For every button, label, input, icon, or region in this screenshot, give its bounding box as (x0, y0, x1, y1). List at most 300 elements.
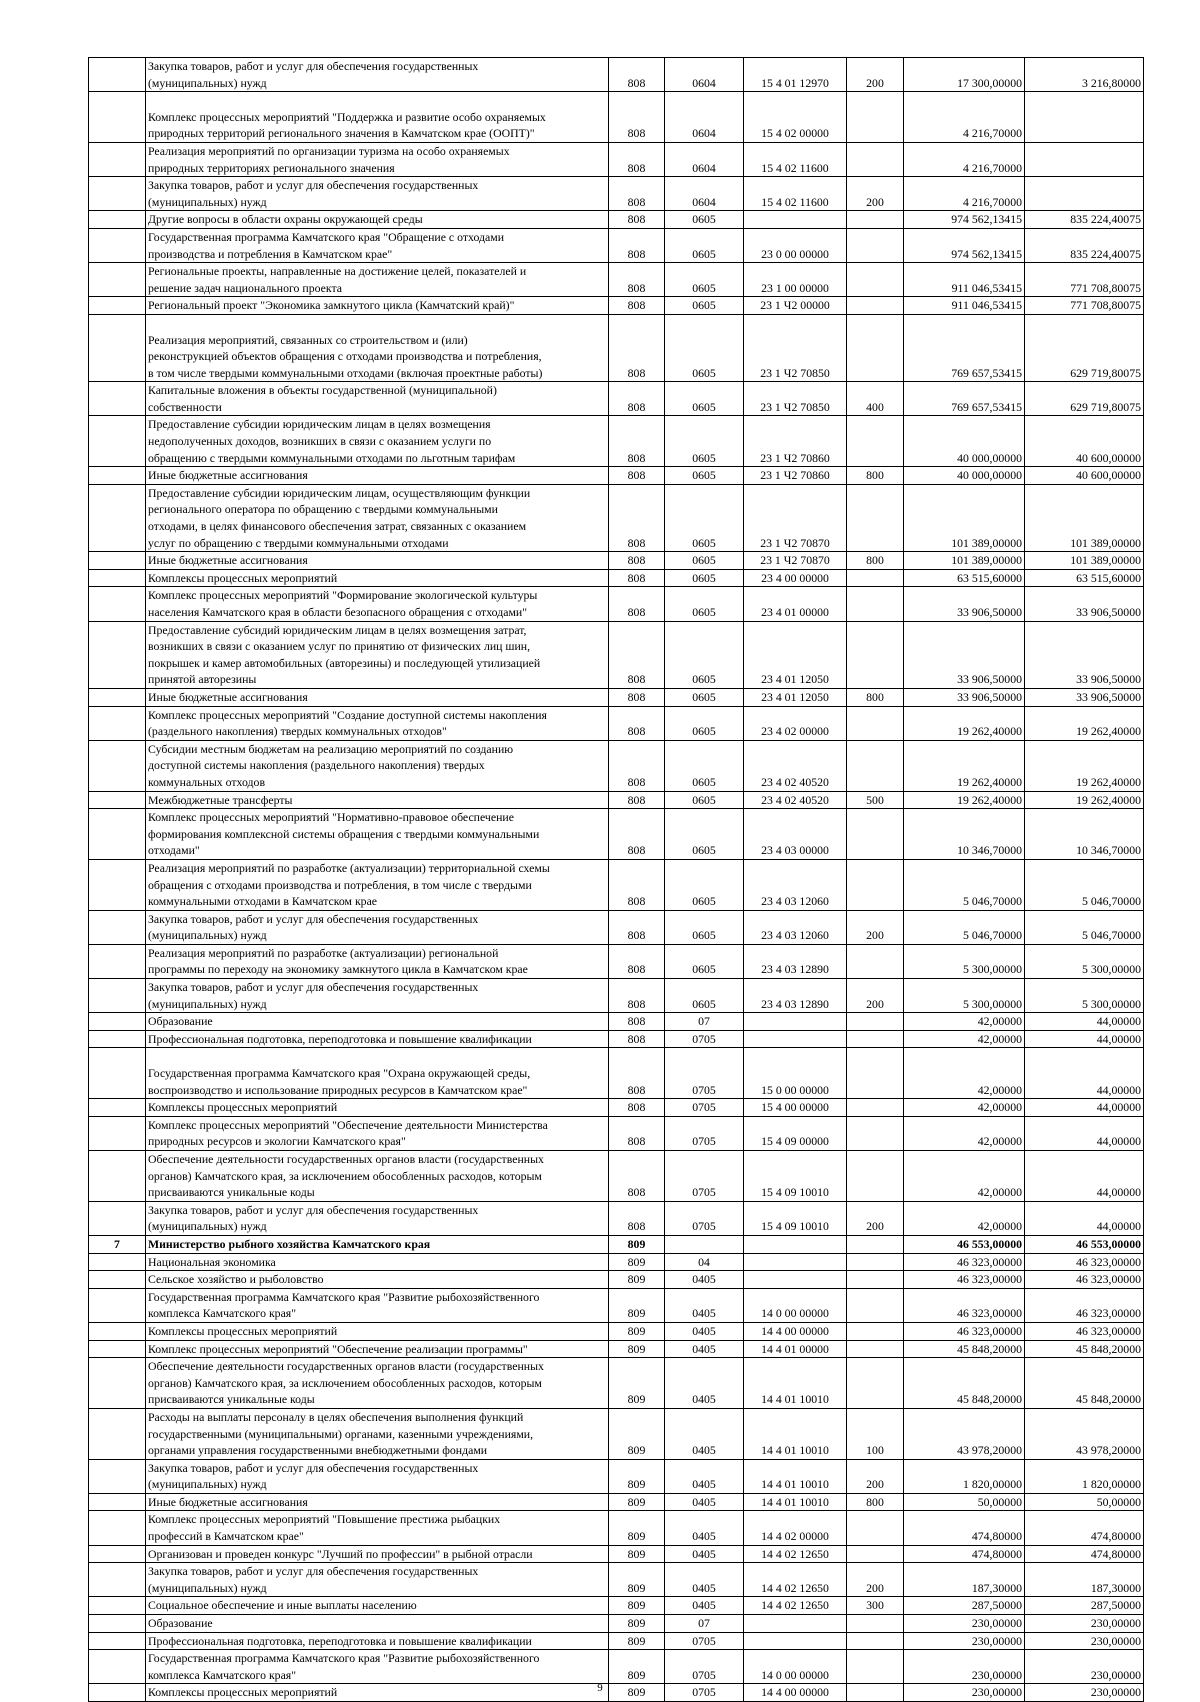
section-code-cell: 0405 (665, 1408, 744, 1459)
table-row (89, 314, 1144, 381)
row-number-cell (89, 569, 146, 587)
table-row (89, 621, 1144, 688)
expense-name-cell (146, 1408, 609, 1459)
table-row (89, 944, 1144, 978)
amount-year2-cell: 5 046,70000 (1025, 910, 1144, 944)
target-article-cell: 23 1 Ч2 70860 (744, 416, 847, 467)
expense-name-line: Закупка товаров, работ и услуг для обеспечения государственных (148, 1202, 479, 1217)
expense-name-line: Государственная программа Камчатского края "Развитие рыбохозяйственного (148, 1651, 540, 1666)
expense-type-cell (847, 1358, 904, 1409)
amount-year2-cell: 44,00000 (1025, 1048, 1144, 1099)
expense-name-line: Закупка товаров, работ и услуг для обеспечения государственных (148, 1460, 479, 1475)
expense-name-cell (146, 416, 609, 467)
section-code-cell: 0405 (665, 1597, 744, 1615)
target-article-cell: 23 4 01 00000 (744, 587, 847, 621)
expense-type-cell (847, 92, 904, 143)
target-article-cell: 14 4 02 12650 (744, 1563, 847, 1597)
expense-name-cell (146, 587, 609, 621)
target-article-cell: 23 4 01 12050 (744, 621, 847, 688)
amount-year1-cell: 4 216,70000 (904, 92, 1025, 143)
amount-year1-cell: 45 848,20000 (904, 1358, 1025, 1409)
section-code-cell: 0604 (665, 58, 744, 92)
expense-name-cell (146, 1030, 609, 1048)
row-number-cell (89, 58, 146, 92)
department-code-cell: 809 (609, 1358, 665, 1409)
table-row (89, 1650, 1144, 1684)
target-article-cell: 23 4 02 40520 (744, 740, 847, 791)
target-article-cell (744, 1615, 847, 1633)
row-number-cell (89, 1459, 146, 1493)
table-row (89, 1322, 1144, 1340)
table-row (89, 382, 1144, 416)
section-code-cell: 0405 (665, 1271, 744, 1289)
table-row (89, 1288, 1144, 1322)
section-code-cell: 0605 (665, 791, 744, 809)
expense-name-line: Реализация мероприятий, связанных со строительством и (или) (148, 332, 468, 347)
expense-type-cell (847, 142, 904, 176)
amount-year2-cell: 187,30000 (1025, 1563, 1144, 1597)
amount-year1-cell: 46 553,00000 (904, 1235, 1025, 1253)
expense-name-line: населения Камчатского края в области безопасного обращения с отходами" (148, 605, 528, 619)
amount-year1-cell: 33 906,50000 (904, 688, 1025, 706)
expense-name-line: Закупка товаров, работ и услуг для обеспечения государственных (148, 980, 479, 995)
amount-year2-cell: 44,00000 (1025, 1201, 1144, 1235)
expense-name-line: (муниципальных) нужд (148, 928, 267, 943)
target-article-cell: 23 4 03 12890 (744, 944, 847, 978)
department-code-cell: 808 (609, 1048, 665, 1099)
expense-type-cell: 500 (847, 791, 904, 809)
row-number-cell (89, 1615, 146, 1633)
blank-line (148, 92, 606, 109)
row-number-cell (89, 1511, 146, 1545)
amount-year2-cell (1025, 142, 1144, 176)
expense-name-cell (146, 297, 609, 315)
expense-name-line: Профессиональная подготовка, переподготовка и повышение квалификации (148, 1031, 532, 1046)
amount-year2-cell: 629 719,80075 (1025, 382, 1144, 416)
expense-name-cell (146, 1358, 609, 1409)
target-article-cell: 23 1 Ч2 70850 (744, 382, 847, 416)
department-code-cell: 809 (609, 1632, 665, 1650)
amount-year1-cell: 46 323,00000 (904, 1253, 1025, 1271)
expense-name-cell (146, 979, 609, 1013)
amount-year2-cell: 63 515,60000 (1025, 569, 1144, 587)
amount-year2-cell: 287,50000 (1025, 1597, 1144, 1615)
expense-name-cell (146, 1099, 609, 1117)
table-row (89, 142, 1144, 176)
section-code-cell: 0604 (665, 142, 744, 176)
row-number-cell (89, 552, 146, 570)
expense-name-line: отходами" (148, 843, 200, 858)
expense-name-line: Обеспечение деятельности государственных органов власти (государственных (148, 1152, 544, 1166)
expense-name-line: обращению с твердыми коммунальными отходами по льготным тарифам (148, 450, 516, 465)
budget-table-body (89, 58, 1144, 1702)
expense-type-cell (847, 1288, 904, 1322)
table-row (89, 910, 1144, 944)
amount-year1-cell: 19 262,40000 (904, 791, 1025, 809)
amount-year2-cell (1025, 177, 1144, 211)
table-row (89, 1493, 1144, 1511)
expense-name-cell (146, 621, 609, 688)
expense-type-cell (847, 1013, 904, 1031)
expense-name-line: Иные бюджетные ассигнования (148, 1494, 308, 1509)
expense-name-line: присваиваются уникальные коды (148, 1185, 315, 1200)
target-article-cell: 14 4 00 00000 (744, 1322, 847, 1340)
target-article-cell: 14 0 00 00000 (744, 1288, 847, 1322)
amount-year1-cell: 40 000,00000 (904, 467, 1025, 485)
amount-year1-cell: 5 300,00000 (904, 944, 1025, 978)
section-code-cell: 04 (665, 1253, 744, 1271)
budget-table (88, 57, 1144, 1702)
department-code-cell: 808 (609, 910, 665, 944)
expense-type-cell: 200 (847, 177, 904, 211)
amount-year1-cell: 50,00000 (904, 1493, 1025, 1511)
department-code-cell: 809 (609, 1650, 665, 1684)
expense-name-cell (146, 791, 609, 809)
expense-name-line: Субсидии местным бюджетам на реализацию мероприятий по созданию (148, 741, 514, 756)
target-article-cell (744, 1030, 847, 1048)
department-code-cell: 809 (609, 1493, 665, 1511)
expense-type-cell (847, 1650, 904, 1684)
expense-name-cell (146, 177, 609, 211)
table-row (89, 1235, 1144, 1253)
target-article-cell: 23 4 01 12050 (744, 688, 847, 706)
target-article-cell: 23 0 00 00000 (744, 228, 847, 262)
expense-name-line: природных ресурсов и экологии Камчатского края" (148, 1134, 406, 1149)
expense-name-cell (146, 1597, 609, 1615)
department-code-cell: 808 (609, 228, 665, 262)
section-code-cell: 0705 (665, 1048, 744, 1099)
amount-year1-cell: 42,00000 (904, 1201, 1025, 1235)
table-row (89, 484, 1144, 551)
expense-name-line: Закупка товаров, работ и услуг для обеспечения государственных (148, 1564, 479, 1579)
department-code-cell: 808 (609, 1099, 665, 1117)
row-number-cell (89, 1597, 146, 1615)
expense-name-line: (муниципальных) нужд (148, 1580, 267, 1595)
section-code-cell: 0705 (665, 1650, 744, 1684)
amount-year1-cell: 769 657,53415 (904, 382, 1025, 416)
section-code-cell: 0605 (665, 621, 744, 688)
expense-name-cell (146, 1493, 609, 1511)
section-code-cell: 0605 (665, 314, 744, 381)
expense-type-cell (847, 859, 904, 910)
amount-year2-cell: 45 848,20000 (1025, 1340, 1144, 1358)
department-code-cell: 808 (609, 314, 665, 381)
row-number-cell (89, 1201, 146, 1235)
expense-name-line: Профессиональная подготовка, переподготовка и повышение квалификации (148, 1633, 532, 1648)
expense-name-cell (146, 1271, 609, 1289)
row-number-cell (89, 706, 146, 740)
amount-year1-cell: 40 000,00000 (904, 416, 1025, 467)
expense-type-cell (847, 1615, 904, 1633)
amount-year1-cell: 974 562,13415 (904, 228, 1025, 262)
amount-year1-cell: 101 389,00000 (904, 552, 1025, 570)
amount-year1-cell: 43 978,20000 (904, 1408, 1025, 1459)
amount-year2-cell: 1 820,00000 (1025, 1459, 1144, 1493)
section-code-cell: 0405 (665, 1459, 744, 1493)
expense-name-cell (146, 552, 609, 570)
row-number-cell (89, 228, 146, 262)
table-row (89, 1099, 1144, 1117)
amount-year2-cell: 44,00000 (1025, 1116, 1144, 1150)
section-code-cell: 0605 (665, 979, 744, 1013)
department-code-cell: 808 (609, 1201, 665, 1235)
expense-name-line: комплекса Камчатского края" (148, 1306, 297, 1321)
expense-name-line: Закупка товаров, работ и услуг для обеспечения государственных (148, 911, 479, 926)
table-row (89, 177, 1144, 211)
table-row (89, 1271, 1144, 1289)
expense-name-line: Предоставление субсидий юридическим лицам в целях возмещения затрат, (148, 622, 527, 637)
row-number-cell (89, 979, 146, 1013)
expense-name-line: Комплекс процессных мероприятий "Создание доступной системы накопления (148, 707, 547, 722)
row-number-cell (89, 297, 146, 315)
department-code-cell: 808 (609, 979, 665, 1013)
amount-year1-cell: 230,00000 (904, 1632, 1025, 1650)
department-code-cell: 808 (609, 1030, 665, 1048)
expense-name-cell (146, 58, 609, 92)
expense-name-cell (146, 1235, 609, 1253)
expense-name-cell (146, 1615, 609, 1633)
expense-name-line: Комплекс процессных мероприятий "Нормативно-правовое обеспечение (148, 810, 514, 825)
amount-year2-cell: 46 323,00000 (1025, 1322, 1144, 1340)
row-number-cell (89, 263, 146, 297)
amount-year1-cell: 42,00000 (904, 1048, 1025, 1099)
expense-name-line: Комплексы процессных мероприятий (148, 1100, 338, 1115)
section-code-cell: 0405 (665, 1322, 744, 1340)
table-row (89, 211, 1144, 229)
section-code-cell: 0705 (665, 1684, 744, 1702)
amount-year2-cell: 474,80000 (1025, 1511, 1144, 1545)
amount-year2-cell: 46 323,00000 (1025, 1271, 1144, 1289)
expense-type-cell: 200 (847, 1201, 904, 1235)
expense-name-cell (146, 1116, 609, 1150)
table-row (89, 1151, 1144, 1202)
target-article-cell (744, 1253, 847, 1271)
expense-name-cell (146, 314, 609, 381)
expense-type-cell: 200 (847, 910, 904, 944)
page-number: 9 (597, 1682, 603, 1694)
expense-name-line: Межбюджетные трансферты (148, 792, 293, 807)
expense-name-cell (146, 706, 609, 740)
amount-year2-cell: 43 978,20000 (1025, 1408, 1144, 1459)
amount-year1-cell: 101 389,00000 (904, 484, 1025, 551)
expense-name-line: регионального оператора по обращению с твердыми коммунальными (148, 502, 498, 517)
expense-type-cell (847, 484, 904, 551)
amount-year2-cell: 835 224,40075 (1025, 211, 1144, 229)
expense-name-line: обращения с отходами производства и потребления, в том числе с твердыми (148, 877, 532, 892)
section-code-cell: 0705 (665, 1201, 744, 1235)
target-article-cell: 14 4 00 00000 (744, 1684, 847, 1702)
row-number-cell (89, 1493, 146, 1511)
department-code-cell: 809 (609, 1271, 665, 1289)
department-code-cell: 808 (609, 58, 665, 92)
row-number-cell (89, 621, 146, 688)
department-code-cell: 808 (609, 297, 665, 315)
row-number-cell (89, 1563, 146, 1597)
expense-type-cell (847, 1545, 904, 1563)
target-article-cell (744, 1235, 847, 1253)
amount-year2-cell: 771 708,80075 (1025, 263, 1144, 297)
expense-name-line: (муниципальных) нужд (148, 1219, 267, 1234)
expense-name-cell (146, 809, 609, 860)
expense-name-line: Организован и проведен конкурс "Лучший по профессии" в рыбной отрасли (148, 1546, 533, 1561)
section-code-cell: 0405 (665, 1563, 744, 1597)
target-article-cell: 15 4 00 00000 (744, 1099, 847, 1117)
expense-name-line: (муниципальных) нужд (148, 75, 267, 90)
amount-year1-cell: 4 216,70000 (904, 142, 1025, 176)
expense-name-line: Иные бюджетные ассигнования (148, 553, 308, 568)
expense-name-line: Образование (148, 1616, 213, 1631)
section-code-cell: 0605 (665, 859, 744, 910)
table-row (89, 740, 1144, 791)
table-row (89, 92, 1144, 143)
expense-name-line: решение задач национального проекта (148, 280, 343, 295)
table-row (89, 688, 1144, 706)
expense-type-cell (847, 706, 904, 740)
expense-name-line: Государственная программа Камчатского края "Охрана окружающей среды, (148, 1066, 531, 1081)
table-row (89, 1201, 1144, 1235)
amount-year1-cell: 5 300,00000 (904, 979, 1025, 1013)
expense-type-cell (847, 1271, 904, 1289)
amount-year2-cell: 44,00000 (1025, 1151, 1144, 1202)
department-code-cell: 808 (609, 1013, 665, 1031)
section-code-cell: 0405 (665, 1545, 744, 1563)
amount-year2-cell: 46 323,00000 (1025, 1253, 1144, 1271)
department-code-cell: 808 (609, 809, 665, 860)
amount-year2-cell: 44,00000 (1025, 1013, 1144, 1031)
amount-year1-cell: 42,00000 (904, 1116, 1025, 1150)
expense-name-cell (146, 382, 609, 416)
expense-name-cell (146, 1013, 609, 1031)
department-code-cell: 808 (609, 859, 665, 910)
table-row (89, 1048, 1144, 1099)
expense-type-cell (847, 1116, 904, 1150)
row-number-cell (89, 1099, 146, 1117)
expense-name-line: Предоставление субсидии юридическим лицам в целях возмещения (148, 417, 491, 432)
expense-name-line: принятой авторезины (148, 672, 257, 687)
row-number-cell (89, 1650, 146, 1684)
table-row (89, 1632, 1144, 1650)
expense-name-cell (146, 1545, 609, 1563)
expense-name-line: Реализация мероприятий по организации туризма на особо охраняемых (148, 143, 510, 158)
expense-name-line: Государственная программа Камчатского края "Развитие рыбохозяйственного (148, 1289, 540, 1304)
expense-name-cell (146, 569, 609, 587)
section-code-cell: 0605 (665, 263, 744, 297)
expense-type-cell (847, 1235, 904, 1253)
department-code-cell: 809 (609, 1511, 665, 1545)
expense-name-line: Региональные проекты, направленные на достижение целей, показателей и (148, 264, 527, 279)
expense-type-cell (847, 1340, 904, 1358)
expense-type-cell: 800 (847, 1493, 904, 1511)
expense-type-cell (847, 1030, 904, 1048)
amount-year1-cell: 19 262,40000 (904, 706, 1025, 740)
amount-year1-cell: 911 046,53415 (904, 263, 1025, 297)
amount-year1-cell: 42,00000 (904, 1151, 1025, 1202)
row-number-cell (89, 142, 146, 176)
expense-name-line: Министерство рыбного хозяйства Камчатского края (148, 1236, 431, 1251)
target-article-cell: 14 0 00 00000 (744, 1650, 847, 1684)
row-number-cell (89, 1545, 146, 1563)
amount-year1-cell: 230,00000 (904, 1684, 1025, 1702)
expense-type-cell (847, 569, 904, 587)
row-number-cell (89, 1013, 146, 1031)
row-number-cell (89, 1151, 146, 1202)
expense-name-line: Другие вопросы в области охраны окружающей среды (148, 212, 423, 227)
department-code-cell: 808 (609, 92, 665, 143)
amount-year1-cell: 46 323,00000 (904, 1271, 1025, 1289)
expense-name-line: Комплексы процессных мероприятий (148, 1685, 338, 1700)
section-code-cell: 0605 (665, 228, 744, 262)
department-code-cell: 809 (609, 1459, 665, 1493)
expense-name-cell (146, 910, 609, 944)
section-code-cell: 0405 (665, 1288, 744, 1322)
amount-year2-cell: 629 719,80075 (1025, 314, 1144, 381)
amount-year1-cell: 769 657,53415 (904, 314, 1025, 381)
expense-name-line: отходами, в целях финансового обеспечения затрат, связанных с оказанием (148, 519, 527, 534)
department-code-cell: 809 (609, 1684, 665, 1702)
department-code-cell: 808 (609, 569, 665, 587)
target-article-cell: 23 4 03 12890 (744, 979, 847, 1013)
expense-type-cell: 800 (847, 688, 904, 706)
target-article-cell (744, 1632, 847, 1650)
amount-year2-cell: 40 600,00000 (1025, 416, 1144, 467)
department-code-cell: 808 (609, 382, 665, 416)
amount-year2-cell: 33 906,50000 (1025, 621, 1144, 688)
table-row (89, 1408, 1144, 1459)
row-number-cell (89, 1048, 146, 1099)
table-row (89, 809, 1144, 860)
amount-year1-cell: 5 046,70000 (904, 910, 1025, 944)
section-code-cell: 0605 (665, 910, 744, 944)
row-number-cell (89, 1340, 146, 1358)
amount-year1-cell: 230,00000 (904, 1615, 1025, 1633)
target-article-cell: 23 4 03 12060 (744, 859, 847, 910)
amount-year1-cell: 4 216,70000 (904, 177, 1025, 211)
department-code-cell: 808 (609, 1116, 665, 1150)
section-code-cell: 0604 (665, 92, 744, 143)
expense-type-cell (847, 1099, 904, 1117)
section-code-cell: 0605 (665, 587, 744, 621)
expense-name-line: Обеспечение деятельности государственных органов власти (государственных (148, 1359, 544, 1374)
amount-year1-cell: 10 346,70000 (904, 809, 1025, 860)
expense-name-line: коммунальными отходами в Камчатском крае (148, 894, 378, 909)
table-row (89, 1013, 1144, 1031)
department-code-cell: 808 (609, 587, 665, 621)
table-row (89, 1597, 1144, 1615)
table-row (89, 1615, 1144, 1633)
section-code-cell: 0605 (665, 552, 744, 570)
target-article-cell: 14 4 01 10010 (744, 1358, 847, 1409)
department-code-cell: 809 (609, 1408, 665, 1459)
target-article-cell: 14 4 02 12650 (744, 1597, 847, 1615)
section-code-cell: 07 (665, 1013, 744, 1031)
expense-name-line: Комплекс процессных мероприятий "Формирование экологической культуры (148, 588, 538, 603)
section-code-cell: 0705 (665, 1151, 744, 1202)
department-code-cell: 808 (609, 621, 665, 688)
row-number-cell (89, 416, 146, 467)
row-number-cell (89, 859, 146, 910)
expense-name-cell (146, 142, 609, 176)
row-number-cell (89, 1116, 146, 1150)
amount-year1-cell: 19 262,40000 (904, 740, 1025, 791)
target-article-cell: 14 4 01 10010 (744, 1493, 847, 1511)
expense-name-line: Предоставление субсидии юридическим лицам, осуществляющим функции (148, 485, 531, 500)
target-article-cell: 23 1 Ч2 70870 (744, 484, 847, 551)
expense-name-line: комплекса Камчатского края" (148, 1667, 297, 1682)
table-row (89, 569, 1144, 587)
expense-name-line: присваиваются уникальные коды (148, 1392, 315, 1407)
table-row (89, 1253, 1144, 1271)
expense-name-line: природных территорий регионального значения в Камчатском крае (ООПТ)" (148, 126, 535, 141)
